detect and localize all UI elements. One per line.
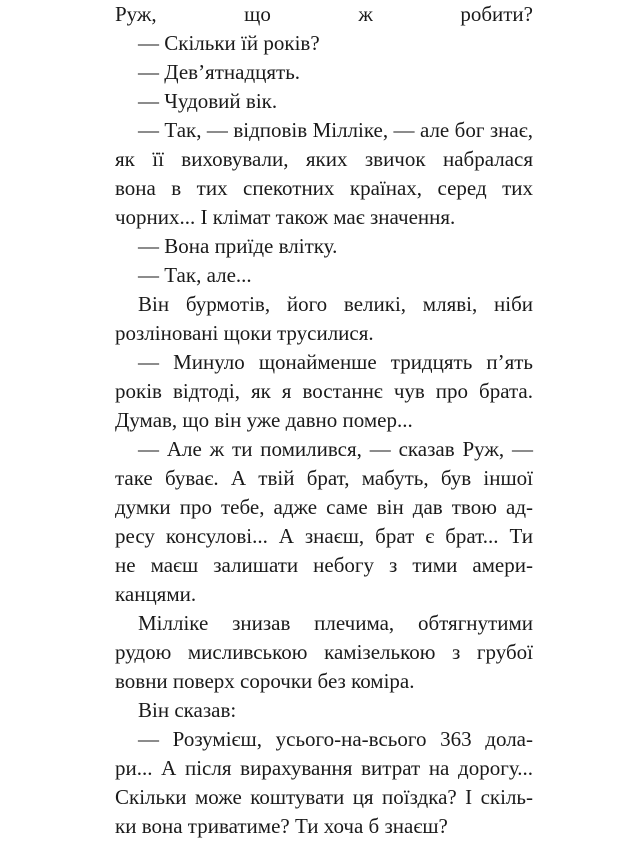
- text-line: вовни поверх сорочки без коміра.: [115, 669, 415, 693]
- text-line: чорних... І клімат також має значення.: [115, 205, 456, 229]
- text-line: — Вона приїде влітку.: [138, 234, 338, 258]
- text-line: як її виховували, яких звичок набралася: [115, 147, 533, 171]
- text-line: канцями.: [115, 582, 197, 606]
- text-line: — Розумієш, усього-на-всього 363 дола-: [138, 727, 533, 751]
- text-line: Думав, що він уже давно помер...: [115, 408, 413, 432]
- text-line: Він сказав:: [138, 698, 237, 722]
- text-line: розліновані щоки трусилися.: [115, 321, 374, 345]
- text-line: — Чудовий вік.: [138, 89, 278, 113]
- text-line: — Так, але...: [138, 263, 252, 287]
- text-line: таке буває. А твій брат, мабуть, був іншої: [115, 466, 533, 490]
- text-line: — Скільки їй років?: [138, 31, 320, 55]
- text-line: рудою мисливською камізелькою з грубої: [115, 640, 533, 664]
- text-line: ки вона триватиме? Ти хоча б знаєш?: [115, 814, 448, 838]
- text-line: ресу консулові... А знаєш, брат є брат... Ти: [115, 524, 533, 548]
- text-line: — Але ж ти помилився, — сказав Руж, —: [138, 437, 533, 461]
- text-line: — Дев’ятнадцять.: [138, 60, 301, 84]
- text-line: вона в тих спекотних країнах, серед тих: [115, 176, 533, 200]
- text-line: Він бурмотів, його великі, мляві, ніби: [138, 292, 533, 316]
- text-line: думки про тебе, адже саме він дав твою ад-: [115, 495, 533, 519]
- text-line: — Так, — відповів Мілліке, — але бог знає,: [138, 118, 533, 142]
- book-page-text: [115, 0, 533, 841]
- text-line: Мілліке знизав плечима, обтягнутими: [138, 611, 533, 635]
- text-line: років відтоді, як я востаннє чув про брата.: [115, 379, 533, 403]
- text-line: Скільки може коштувати ця поїздка? І скіль-: [115, 785, 533, 809]
- text-line: ри... А після вирахування витрат на дорогу...: [115, 756, 533, 780]
- text-line: — Минуло щонайменше тридцять п’ять: [138, 350, 533, 374]
- text-line: Руж, що ж робити?: [115, 2, 533, 26]
- text-line: не маєш залишати небогу з тими амери-: [115, 553, 533, 577]
